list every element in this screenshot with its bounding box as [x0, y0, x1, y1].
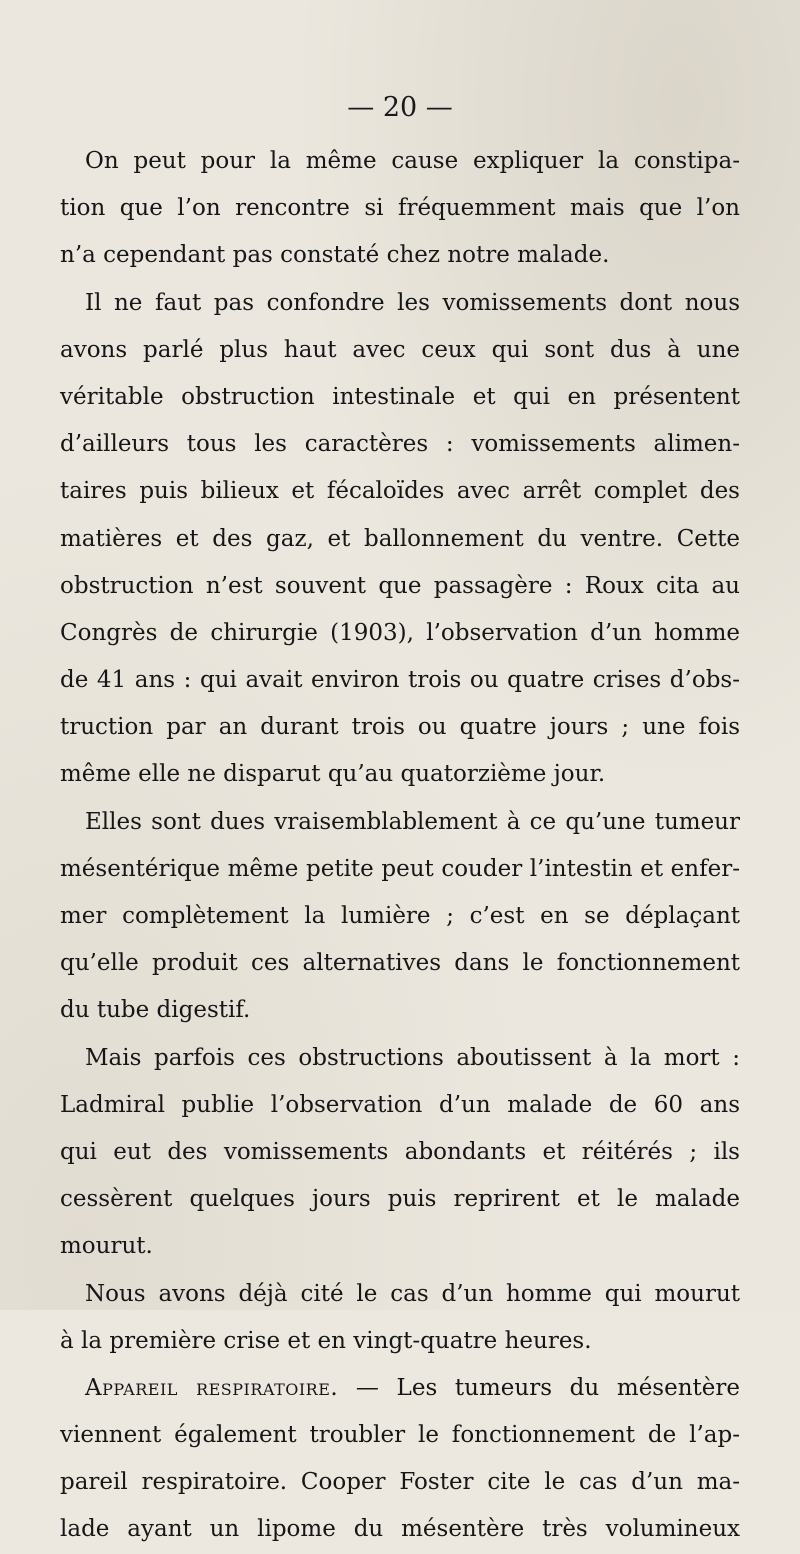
- text-line: même elle ne disparut qu’au quatorzième jour.: [60, 761, 606, 788]
- text-line: avons parlé plus haut avec ceux qui sont dus à une: [60, 336, 740, 363]
- text-line: viennent également troubler le fonctionnement de l’ap-: [60, 1422, 740, 1449]
- text-line: On peut pour la même cause expliquer la constipa-: [85, 148, 740, 174]
- text-line: Il ne faut pas confondre les vomissements dont nous: [85, 289, 740, 316]
- text-line: Elles sont dues vraisemblablement à ce qu’une tumeur: [85, 808, 740, 835]
- text-line: cessèrent quelques jours puis reprirent et le malade: [60, 1186, 740, 1213]
- text-line: à la première crise et en vingt-quatre heures.: [60, 1327, 592, 1354]
- page-number: — 20 —: [347, 92, 453, 123]
- text-line: lade ayant un lipome du mésentère très volumineux: [60, 1516, 740, 1543]
- text-line: qu’elle produit ces alternatives dans le fonctionnement: [60, 950, 740, 977]
- text-line: taires puis bilieux et fécaloïdes avec arrêt complet des: [60, 478, 740, 505]
- text-line: Nous avons déjà cité le cas d’un homme qui mourut: [85, 1280, 740, 1307]
- text-line: mourut.: [60, 1233, 153, 1260]
- text-line: obstruction n’est souvent que passagère : Roux cita au: [60, 572, 740, 599]
- text-line: du tube digestif.: [60, 997, 251, 1024]
- text-line-with-heading: [60, 1365, 740, 1412]
- text-line: mer complètement la lumière ; c’est en se déplaçant: [60, 903, 740, 929]
- text-line: matières et des gaz, et ballonnement du ventre. Cette: [60, 525, 740, 552]
- text-line: n’a cependant pas constaté chez notre malade.: [60, 242, 610, 269]
- text-line: de 41 ans : qui avait environ trois ou quatre crises d’obs-: [60, 667, 740, 694]
- text-line: truction par an durant trois ou quatre jours ; une fois: [60, 714, 740, 741]
- text-line: pareil respiratoire. Cooper Foster cite le cas d’un ma-: [60, 1469, 740, 1496]
- text-line: mésentérique même petite peut couder l’intestin et enfer-: [60, 855, 740, 882]
- text-line: Mais parfois ces obstructions aboutissent à la mort :: [85, 1044, 740, 1071]
- body-text: [60, 138, 740, 1554]
- text-line: véritable obstruction intestinale et qui en présentent: [60, 383, 740, 410]
- text-line: d’ailleurs tous les caractères : vomissements alimen-: [60, 431, 740, 458]
- section-heading: Appareil respiratoire.: [85, 1374, 339, 1401]
- text-line: — Les tumeurs du mésentère: [355, 1374, 740, 1401]
- text-line: qui eut des vomissements abondants et réitérés ; ils: [60, 1138, 740, 1165]
- text-line: Ladmiral publie l’observation d’un malade de 60 ans: [60, 1091, 740, 1118]
- text-line: Congrès de chirurgie (1903), l’observation d’un homme: [60, 619, 740, 646]
- text-line: tion que l’on rencontre si fréquemment mais que l’on: [60, 195, 740, 222]
